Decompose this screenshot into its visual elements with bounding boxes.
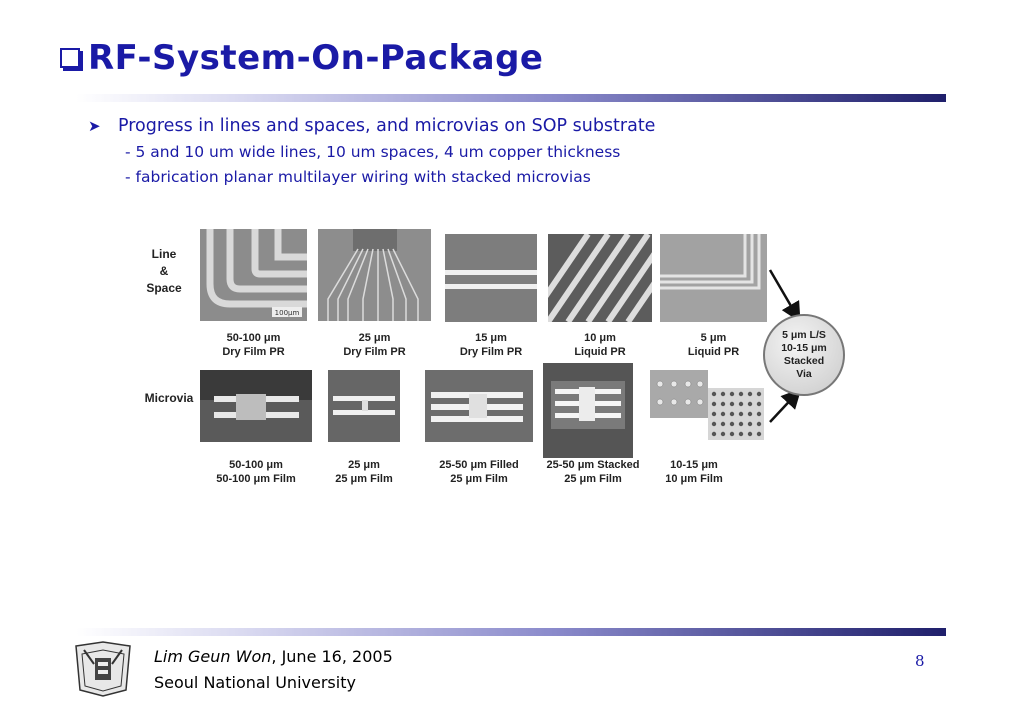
- footer-divider: [76, 628, 946, 636]
- caption-line-2: 25 μm Dry Film PR: [343, 332, 406, 358]
- page-number: 8: [915, 652, 925, 670]
- arrow-up-icon: [770, 392, 798, 422]
- caption-line-5: 5 μm Liquid PR: [687, 332, 740, 358]
- author-name: Lim Geun Won: [154, 647, 272, 666]
- bullet-list: [88, 116, 655, 186]
- arrow-bullet-icon: ➤: [88, 117, 101, 135]
- university-logo-icon: [68, 640, 138, 698]
- bullet-main-text: Progress in lines and spaces, and microvias on SOP substrate: [118, 116, 656, 136]
- caption-line-4: 10 μm Liquid PR: [574, 332, 626, 358]
- row-label-microvia: Microvia: [144, 391, 194, 405]
- caption-via-1: 50-100 μm 50-100 μm Film: [216, 459, 296, 485]
- scale-bar-label: 100μm: [274, 309, 300, 317]
- caption-line-3: 15 μm Dry Film PR: [459, 332, 523, 358]
- target-circle: 5 μm L/S 10-15 μm Stacked Via: [763, 314, 845, 396]
- footer-credit: [154, 644, 393, 696]
- arrows-overlay: [138, 226, 838, 492]
- caption-via-5: 10-15 μm 10 μm Film: [665, 459, 723, 485]
- caption-via-4: 25-50 μm Stacked 25 μm Film: [546, 459, 640, 485]
- arrow-down-icon: [770, 270, 798, 318]
- bullet-sub-2: - fabrication planar multilayer wiring with stacked microvias: [125, 168, 591, 186]
- bullet-main: [88, 116, 655, 136]
- footer-author-line: [154, 644, 393, 670]
- slide-title: [60, 38, 544, 78]
- slide-title-text: RF-System-On-Package: [88, 38, 544, 78]
- caption-via-2: 25 μm 25 μm Film: [335, 459, 393, 485]
- row-label-line-space: Line & Space: [146, 247, 182, 295]
- presentation-date: , June 16, 2005: [271, 647, 393, 666]
- process-figure: [138, 226, 838, 492]
- institution-name: Seoul National University: [154, 673, 356, 692]
- bullet-sub-1: - 5 and 10 um wide lines, 10 um spaces, 4 um copper thickness: [125, 143, 621, 161]
- title-divider: [76, 94, 946, 102]
- caption-via-3: 25-50 μm Filled 25 μm Film: [439, 459, 519, 485]
- caption-line-1: 50-100 μm Dry Film PR: [222, 332, 285, 358]
- checkbox-bullet-icon: [60, 48, 80, 68]
